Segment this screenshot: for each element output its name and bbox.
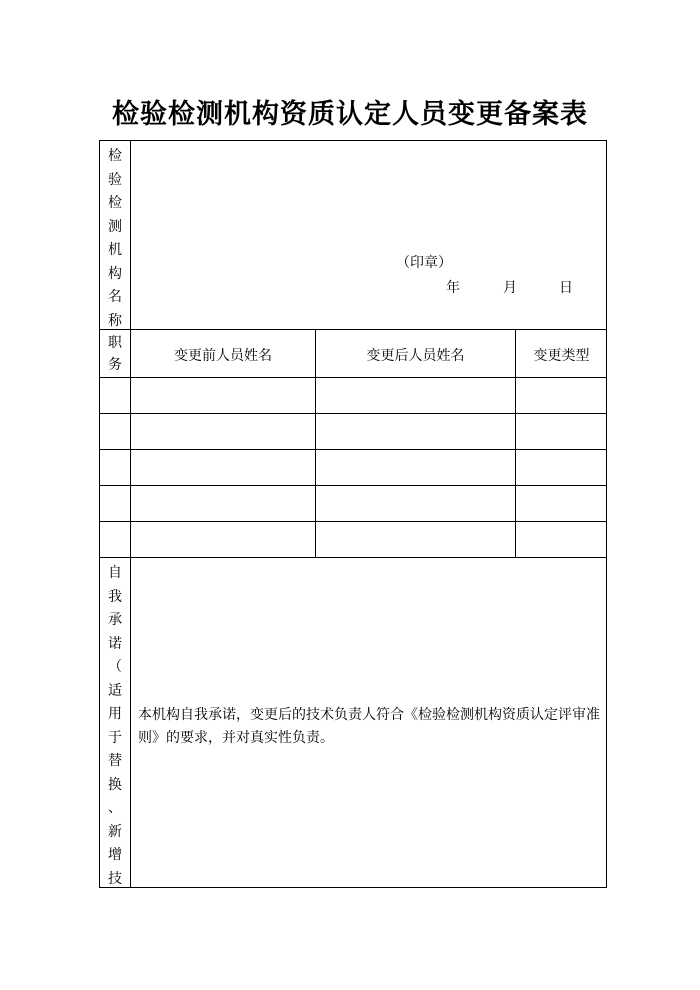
after-name-input[interactable]	[317, 522, 514, 557]
date-day-label: 日	[559, 280, 573, 296]
before-name-input[interactable]	[132, 486, 314, 521]
change-type-input[interactable]	[517, 486, 605, 521]
form-title: 检验检测机构资质认定人员变更备案表	[112, 99, 588, 130]
column-header-after-name: 变更后人员姓名	[366, 348, 465, 364]
table-row	[99, 414, 607, 449]
after-name-input[interactable]	[317, 450, 514, 485]
after-name-input[interactable]	[317, 486, 514, 521]
change-type-input[interactable]	[517, 414, 605, 449]
table-row	[99, 378, 607, 413]
before-name-input[interactable]	[132, 522, 314, 557]
after-name-input[interactable]	[317, 378, 514, 413]
position-input[interactable]	[101, 414, 130, 449]
seal-label: （印章）	[396, 255, 452, 271]
position-input[interactable]	[101, 522, 130, 557]
institution-name-label: 检 验 检 测 机 构 名 称	[108, 148, 122, 329]
date-month-label: 月	[503, 280, 517, 296]
row-divider	[99, 557, 607, 558]
table-row	[99, 522, 607, 557]
position-input[interactable]	[101, 378, 130, 413]
change-type-input[interactable]	[517, 378, 605, 413]
position-input[interactable]	[101, 450, 130, 485]
table-row	[99, 450, 607, 485]
institution-name-field[interactable]	[132, 142, 605, 328]
before-name-input[interactable]	[132, 450, 314, 485]
self-commitment-text: 本机构自我承诺，变更后的技术负责人符合《检验检测机构资质认定评审准 则》的要求，并对真实性负责。	[138, 707, 600, 746]
position-input[interactable]	[101, 486, 130, 521]
change-type-input[interactable]	[517, 450, 605, 485]
position-label: 职 务	[108, 335, 122, 373]
row-divider	[99, 329, 607, 330]
change-type-input[interactable]	[517, 522, 605, 557]
column-header-change-type: 变更类型	[533, 348, 590, 364]
self-commitment-label: 自 我 承 诺 （ 适 用 于 替 换 、 新 增 技	[108, 565, 122, 887]
table-row	[99, 486, 607, 521]
date-year-label: 年	[446, 280, 460, 296]
before-name-input[interactable]	[132, 414, 314, 449]
after-name-input[interactable]	[317, 414, 514, 449]
before-name-input[interactable]	[132, 378, 314, 413]
column-header-before-name: 变更前人员姓名	[174, 348, 272, 364]
